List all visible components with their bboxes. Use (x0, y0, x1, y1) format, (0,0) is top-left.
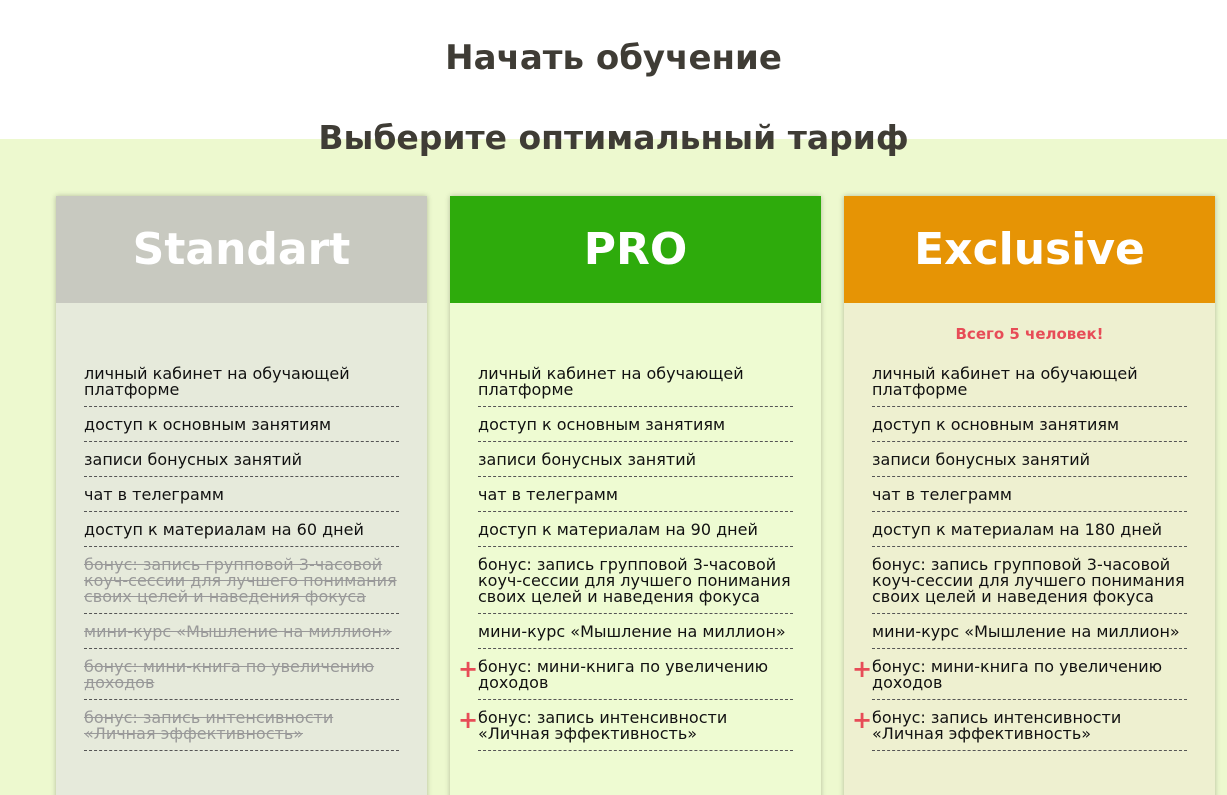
feature-text: бонус: запись интенсивности «Личная эффективность» (478, 708, 728, 743)
feature-item (872, 442, 1187, 477)
feature-text: бонус: запись групповой 3-часовой коуч-сессии для лучшего понимания своих целей и наведения фокуса (84, 555, 397, 606)
feature-item (84, 477, 399, 512)
feature-text: личный кабинет на обучающей платформе (84, 364, 350, 399)
plan-card-standart[interactable] (56, 196, 427, 795)
feature-item (478, 547, 793, 614)
feature-text: бонус: запись интенсивности «Личная эффективность» (872, 708, 1122, 743)
feature-item (872, 353, 1187, 407)
feature-item (478, 477, 793, 512)
plan-body (56, 303, 427, 751)
feature-text: доступ к основным занятиям (872, 415, 1120, 434)
plan-body (844, 303, 1215, 751)
feature-text: доступ к материалам на 180 дней (872, 520, 1163, 539)
feature-text: чат в телеграмм (84, 485, 224, 504)
feature-text: бонус: запись групповой 3-часовой коуч-сессии для лучшего понимания своих целей и наведения фокуса (478, 555, 791, 606)
feature-text: чат в телеграмм (872, 485, 1012, 504)
plus-icon: + (458, 655, 479, 683)
feature-text: бонус: мини-книга по увеличению доходов (872, 657, 1163, 692)
feature-item (872, 512, 1187, 547)
feature-item (872, 547, 1187, 614)
feature-text: мини-курс «Мышление на миллион» (478, 622, 786, 641)
feature-text: мини-курс «Мышление на миллион» (872, 622, 1180, 641)
feature-list (450, 353, 821, 751)
feature-item (478, 353, 793, 407)
feature-item (458, 700, 793, 751)
plus-icon: + (458, 706, 479, 734)
plan-body (450, 303, 821, 751)
feature-item (872, 477, 1187, 512)
plan-header (56, 196, 427, 303)
feature-item (872, 614, 1187, 649)
feature-text: бонус: мини-книга по увеличению доходов (84, 657, 375, 692)
plan-header (450, 196, 821, 303)
plan-note (56, 303, 427, 353)
feature-text: бонус: мини-книга по увеличению доходов (478, 657, 769, 692)
feature-item (84, 547, 399, 614)
page-title: Начать обучение (445, 38, 782, 78)
feature-item (84, 614, 399, 649)
feature-item (478, 442, 793, 477)
feature-text: доступ к материалам на 90 дней (478, 520, 758, 539)
feature-item (84, 353, 399, 407)
feature-item (872, 407, 1187, 442)
feature-item (852, 700, 1187, 751)
feature-text: доступ к основным занятиям (478, 415, 726, 434)
feature-list (844, 353, 1215, 751)
plan-note (450, 303, 821, 353)
feature-list (56, 353, 427, 751)
feature-text: мини-курс «Мышление на миллион» (84, 622, 392, 641)
plan-card-pro[interactable] (450, 196, 821, 795)
plan-name: Standart (132, 224, 351, 275)
feature-text: записи бонусных занятий (872, 450, 1090, 469)
feature-item (478, 614, 793, 649)
feature-text: доступ к основным занятиям (84, 415, 332, 434)
feature-text: записи бонусных занятий (84, 450, 302, 469)
plus-icon: + (852, 655, 873, 683)
feature-item (84, 442, 399, 477)
feature-item (478, 407, 793, 442)
feature-text: бонус: запись групповой 3-часовой коуч-сессии для лучшего понимания своих целей и наведения фокуса (872, 555, 1185, 606)
plan-note: Всего 5 человек! (955, 325, 1104, 343)
feature-item (84, 700, 399, 751)
feature-text: личный кабинет на обучающей платформе (872, 364, 1138, 399)
feature-item (84, 512, 399, 547)
plan-card-exclusive[interactable] (844, 196, 1215, 795)
feature-item (852, 649, 1187, 700)
plus-icon: + (852, 706, 873, 734)
feature-text: доступ к материалам на 60 дней (84, 520, 364, 539)
feature-item (458, 649, 793, 700)
feature-text: записи бонусных занятий (478, 450, 696, 469)
pricing-subtitle: Выберите оптимальный тариф (318, 118, 909, 157)
feature-text: бонус: запись интенсивности «Личная эффективность» (84, 708, 334, 743)
feature-text: чат в телеграмм (478, 485, 618, 504)
plan-name: PRO (583, 224, 688, 275)
feature-item (478, 512, 793, 547)
feature-item (84, 407, 399, 442)
plan-name: Exclusive (914, 224, 1145, 275)
feature-item (84, 649, 399, 700)
plan-header (844, 196, 1215, 303)
feature-text: личный кабинет на обучающей платформе (478, 364, 744, 399)
